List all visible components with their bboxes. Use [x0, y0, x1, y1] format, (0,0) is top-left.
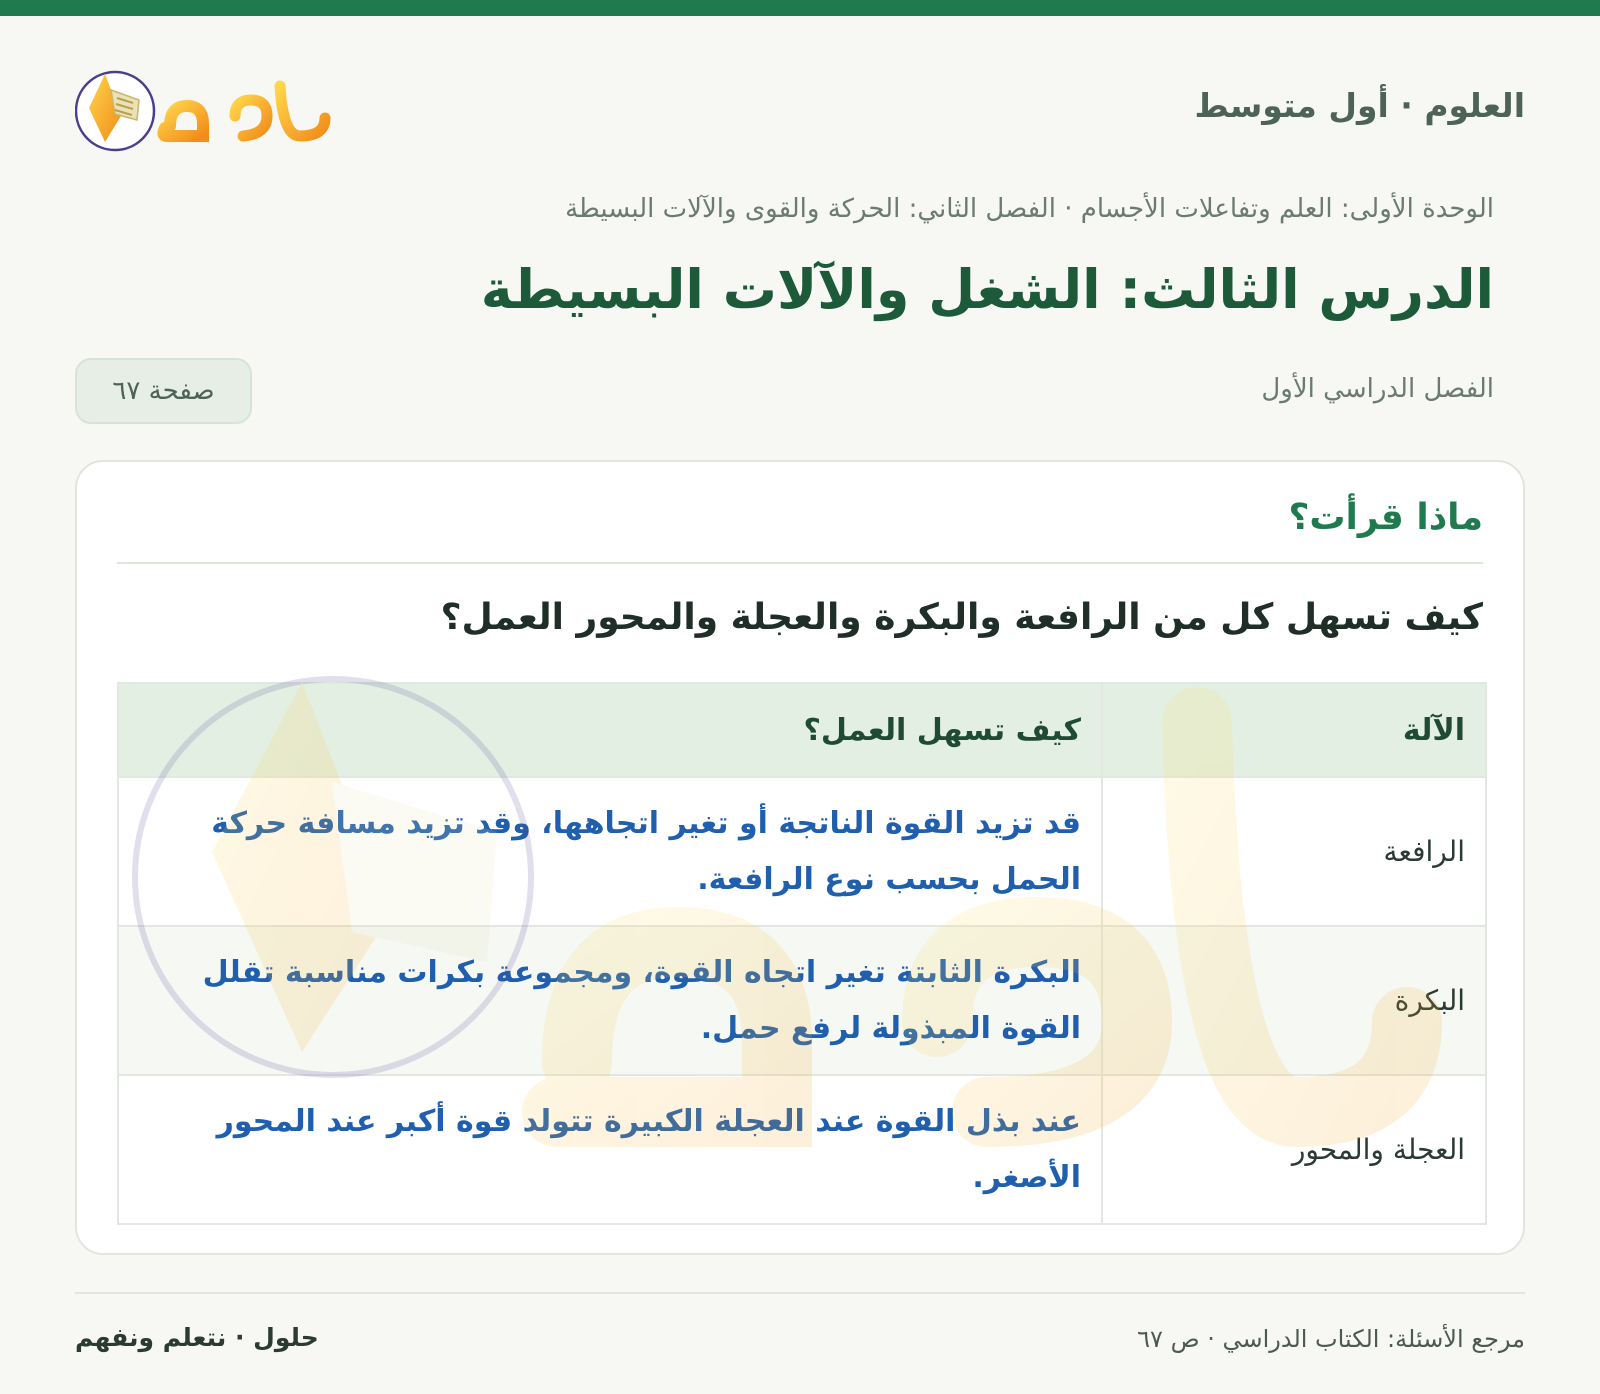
- table-row: [118, 1075, 1486, 1224]
- hulul-logo-icon: [75, 56, 335, 156]
- answer-cell: البكرة الثابتة تغير اتجاه القوة، ومجموعة بكرات مناسبة تقلل القوة المبذولة لرفع حمل.: [118, 926, 1102, 1075]
- question-text: كيف تسهل كل من الرافعة والبكرة والعجلة والمحور العمل؟: [440, 597, 1483, 638]
- subject-title: العلوم · أول متوسط: [1194, 86, 1525, 125]
- footer-reference: مرجع الأسئلة: الكتاب الدراسي · ص ٦٧: [1137, 1325, 1525, 1353]
- question-card: [75, 460, 1525, 1255]
- answers-table: [117, 682, 1487, 1225]
- table-header-row: [118, 683, 1486, 777]
- hulul-logo[interactable]: [75, 56, 335, 156]
- machine-cell: الرافعة: [1102, 777, 1486, 926]
- unit-breadcrumb: الوحدة الأولى: العلم وتفاعلات الأجسام · الفصل الثاني: الحركة والقوى والآلات البسيطة: [565, 194, 1494, 224]
- machine-cell: العجلة والمحور: [1102, 1075, 1486, 1224]
- footer-divider: [75, 1292, 1525, 1294]
- card-divider: [117, 562, 1483, 564]
- card-heading: ماذا قرأت؟: [1288, 497, 1483, 538]
- term-label: الفصل الدراسي الأول: [1261, 374, 1494, 404]
- lesson-title: الدرس الثالث: الشغل والآلات البسيطة: [480, 258, 1494, 321]
- answer-cell: عند بذل القوة عند العجلة الكبيرة تتولد قوة أكبر عند المحور الأصغر.: [118, 1075, 1102, 1224]
- page-header: [75, 56, 1525, 156]
- header-how: كيف تسهل العمل؟: [118, 683, 1102, 777]
- page-number-badge: صفحة ٦٧: [75, 358, 252, 424]
- answer-cell: قد تزيد القوة الناتجة أو تغير اتجاهها، وقد تزيد مسافة حركة الحمل بحسب نوع الرافعة.: [118, 777, 1102, 926]
- table-row: [118, 926, 1486, 1075]
- top-accent-bar: [0, 0, 1600, 16]
- table-row: [118, 777, 1486, 926]
- machine-cell: البكرة: [1102, 926, 1486, 1075]
- header-machine: الآلة: [1102, 683, 1486, 777]
- footer-brand[interactable]: حلول · نتعلم ونفهم: [75, 1323, 319, 1352]
